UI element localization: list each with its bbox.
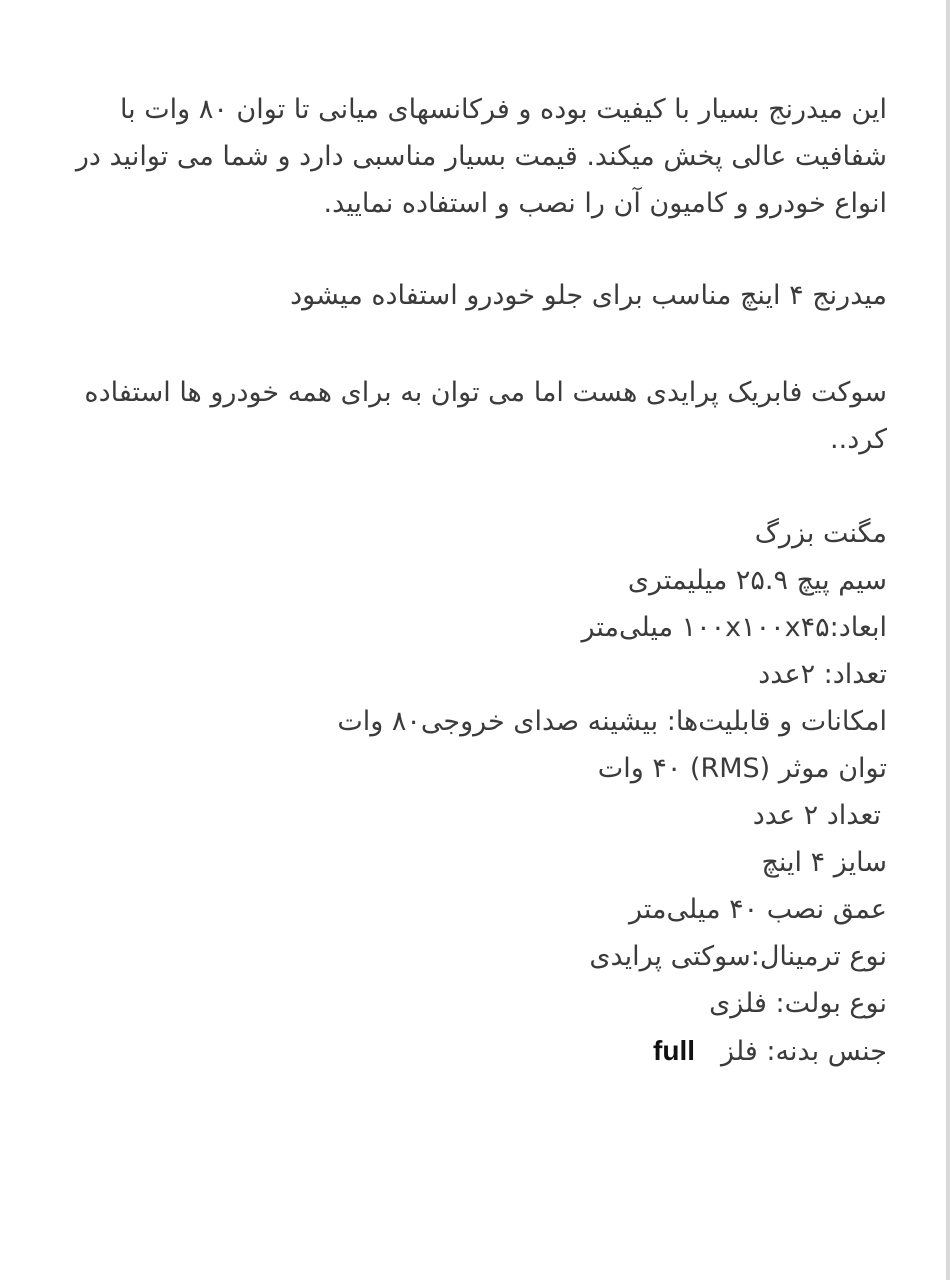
spec-body-material [60,1027,887,1074]
spec-magnet: مگنت بزرگ [754,518,887,549]
body-material-extra: full [653,1035,696,1066]
spec-size: سایز ۴ اینچ [761,847,887,878]
usage-paragraph: میدرنج ۴ اینچ مناسب برای جلو خودرو استفاده میشود [290,280,887,311]
spec-coil: سیم پیچ ۲۵.۹ میلیمتری [627,565,887,596]
spec-mount-depth: عمق نصب ۴۰ میلی‌متر [628,894,887,925]
spec-rms-power: توان موثر (RMS) ۴۰ وات [597,753,887,784]
product-description [60,86,887,1074]
spec-count-2: تعداد ۲ عدد [752,800,881,831]
body-material-text: جنس بدنه: فلز [721,1036,887,1067]
spec-list [60,510,887,1074]
spec-terminal: نوع ترمینال:سوکتی پرایدی [589,941,887,972]
spec-dimensions: ابعاد:۱۰۰x۱۰۰x۴۵ میلی‌متر [581,612,887,643]
spec-bolt: نوع بولت: فلزی [709,988,887,1019]
socket-paragraph: سوکت فابریک پرایدی هست اما می توان به برای همه خودرو ها استفاده کرد.. [84,377,887,455]
page-right-edge [946,0,950,1280]
spec-features: امکانات و قابلیت‌ها: بیشینه صدای خروجی۸۰ وات [337,706,887,737]
spec-count: تعداد: ۲عدد [758,659,887,690]
intro-paragraph: این میدرنج بسیار با کیفیت بوده و فرکانسهای میانی تا توان ۸۰ وات با شفافیت عالی پخش میکند. قیمت بسیار مناسبی دارد و شما می توانید در انواع خودرو و کامیون آن را نصب و استفاده نمایید. [75,94,887,219]
